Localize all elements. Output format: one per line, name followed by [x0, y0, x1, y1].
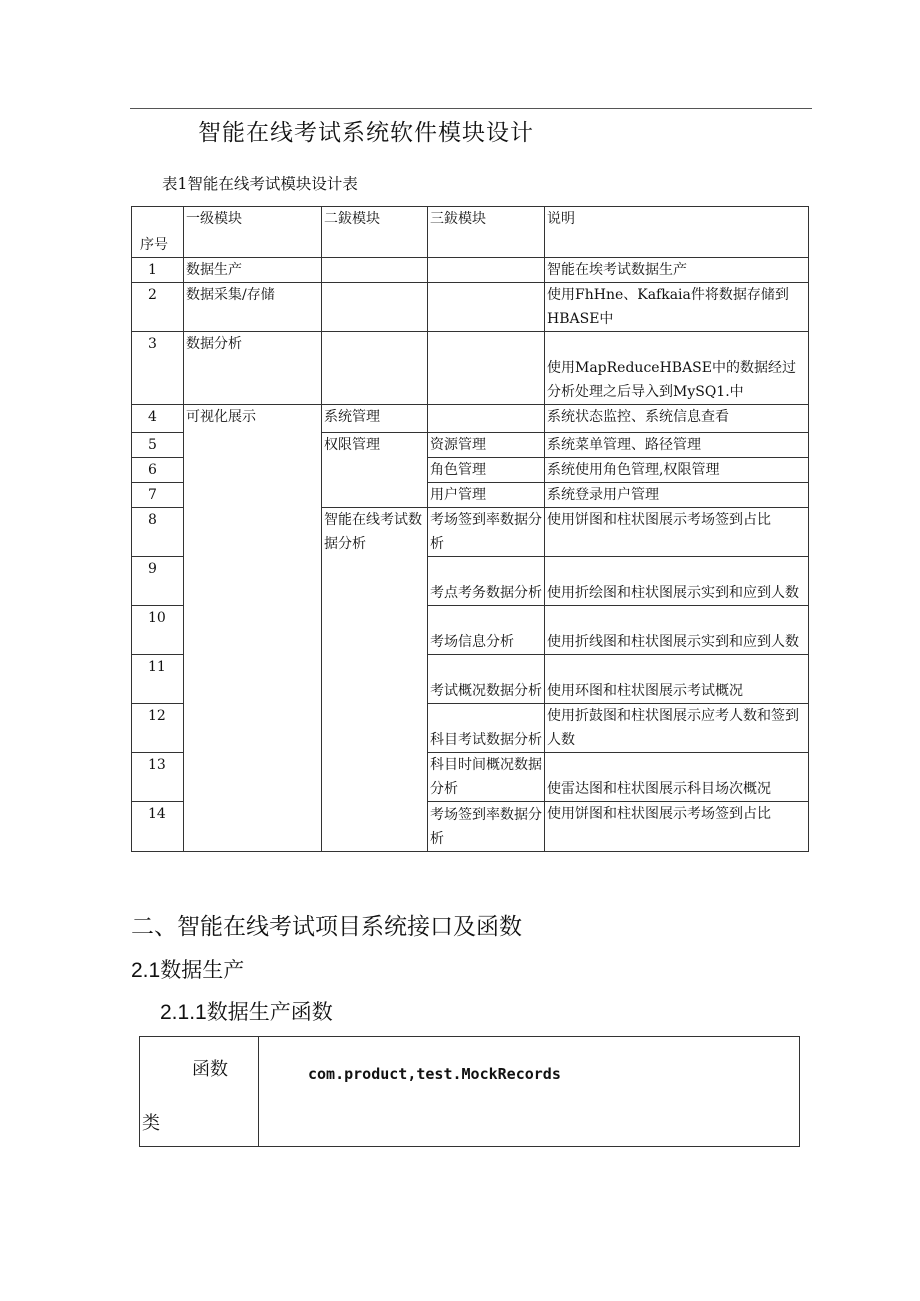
row-level2: [322, 283, 428, 332]
row-level3: 考点考务数据分析: [428, 557, 545, 606]
row-desc: 系统登录用户管理: [545, 483, 809, 508]
row-level2: [322, 332, 428, 405]
table-row: [132, 258, 809, 283]
sub-heading: 2.1数据生产: [131, 959, 245, 982]
header-level1: 一级模块: [184, 207, 322, 258]
row-level3: 用户管理: [428, 483, 545, 508]
table-header-row: [132, 207, 809, 258]
row-seq: 1: [132, 258, 184, 283]
row-desc: 使用饼图和柱状图展示考场签到占比: [545, 802, 809, 852]
function-class-box: [139, 1036, 800, 1147]
row-level3: [428, 405, 545, 433]
row-desc: 使用折绘图和柱状图展示实到和应到人数: [545, 557, 809, 606]
module-design-table: [131, 206, 809, 852]
row-level1: 数据生产: [184, 258, 322, 283]
function-label-part1: 函数: [192, 1059, 228, 1080]
row-level1: 数据分析: [184, 332, 322, 405]
table-caption: 表1智能在线考试模块设计表: [162, 175, 358, 193]
row-level1: 数据采集/存储: [184, 283, 322, 332]
function-box-divider: [258, 1037, 259, 1146]
section-heading: 二、智能在线考试项目系统接口及函数: [131, 914, 522, 940]
row-desc: 系统使用角色管理,权限管理: [545, 458, 809, 483]
row-desc: 使用环图和柱状图展示考试概况: [545, 655, 809, 704]
row-level3: 资源管理: [428, 433, 545, 458]
header-level2: 二鈸模块: [322, 207, 428, 258]
row-level3: 考场签到率数据分析: [428, 508, 545, 557]
row-desc: 使用折线图和柱状图展示实到和应到人数: [545, 606, 809, 655]
row-seq: 4: [132, 405, 184, 433]
row-level2: 系统管理: [322, 405, 428, 433]
row-seq: 12: [132, 704, 184, 753]
document-title: 智能在线考试系统软件模块设计: [198, 120, 534, 146]
row-desc: 智能在埃考试数据生产: [545, 258, 809, 283]
sub-sub-heading: 2.1.1数据生产函数: [160, 1001, 333, 1024]
row-desc: 系统状态监控、系统信息查看: [545, 405, 809, 433]
header-level3: 三鈸模块: [428, 207, 545, 258]
header-rule: [130, 108, 812, 109]
header-desc: 说明: [545, 207, 809, 258]
row-level3: 科目时间概况数据分析: [428, 753, 545, 802]
row-seq: 5: [132, 433, 184, 458]
row-seq: 14: [132, 802, 184, 852]
row-level3: [428, 258, 545, 283]
table-row: [132, 283, 809, 332]
row-seq: 7: [132, 483, 184, 508]
row-level3: 考场签到率数据分析: [428, 802, 545, 852]
row-level2: 权限管理: [322, 433, 428, 508]
row-seq: 3: [132, 332, 184, 405]
row-desc: 使用折鼓图和柱状图展示应考人数和签到人数: [545, 704, 809, 753]
row-level3: [428, 332, 545, 405]
row-seq: 13: [132, 753, 184, 802]
header-seq: 序号: [132, 207, 184, 258]
row-level1: 可视化展示: [184, 405, 322, 852]
function-label-part2: 类: [142, 1113, 160, 1134]
row-level2: 智能在线考试数据分析: [322, 508, 428, 852]
table-row: [132, 405, 809, 433]
row-level3: 考场信息分析: [428, 606, 545, 655]
row-level3: 科目考试数据分析: [428, 704, 545, 753]
row-level3: [428, 283, 545, 332]
function-class-value: com.product,test.MockRecords: [308, 1065, 561, 1083]
row-level3: 考试概况数据分析: [428, 655, 545, 704]
row-desc: 使雷达图和柱状图展示科目场次概况: [545, 753, 809, 802]
row-seq: 6: [132, 458, 184, 483]
row-level2: [322, 258, 428, 283]
row-seq: 9: [132, 557, 184, 606]
table-row: [132, 332, 809, 405]
row-seq: 11: [132, 655, 184, 704]
row-level3: 角色管理: [428, 458, 545, 483]
row-seq: 2: [132, 283, 184, 332]
row-desc: 使用饼图和柱状图展示考场签到占比: [545, 508, 809, 557]
row-desc: 系统菜单管理、路径管理: [545, 433, 809, 458]
row-desc: 使用FhHne、Kafkaia件将数据存储到HBASE中: [545, 283, 809, 332]
row-desc: 使用MapReduceHBASE中的数据经过分析处理之后导入到MySQ1.中: [545, 332, 809, 405]
row-seq: 8: [132, 508, 184, 557]
row-seq: 10: [132, 606, 184, 655]
